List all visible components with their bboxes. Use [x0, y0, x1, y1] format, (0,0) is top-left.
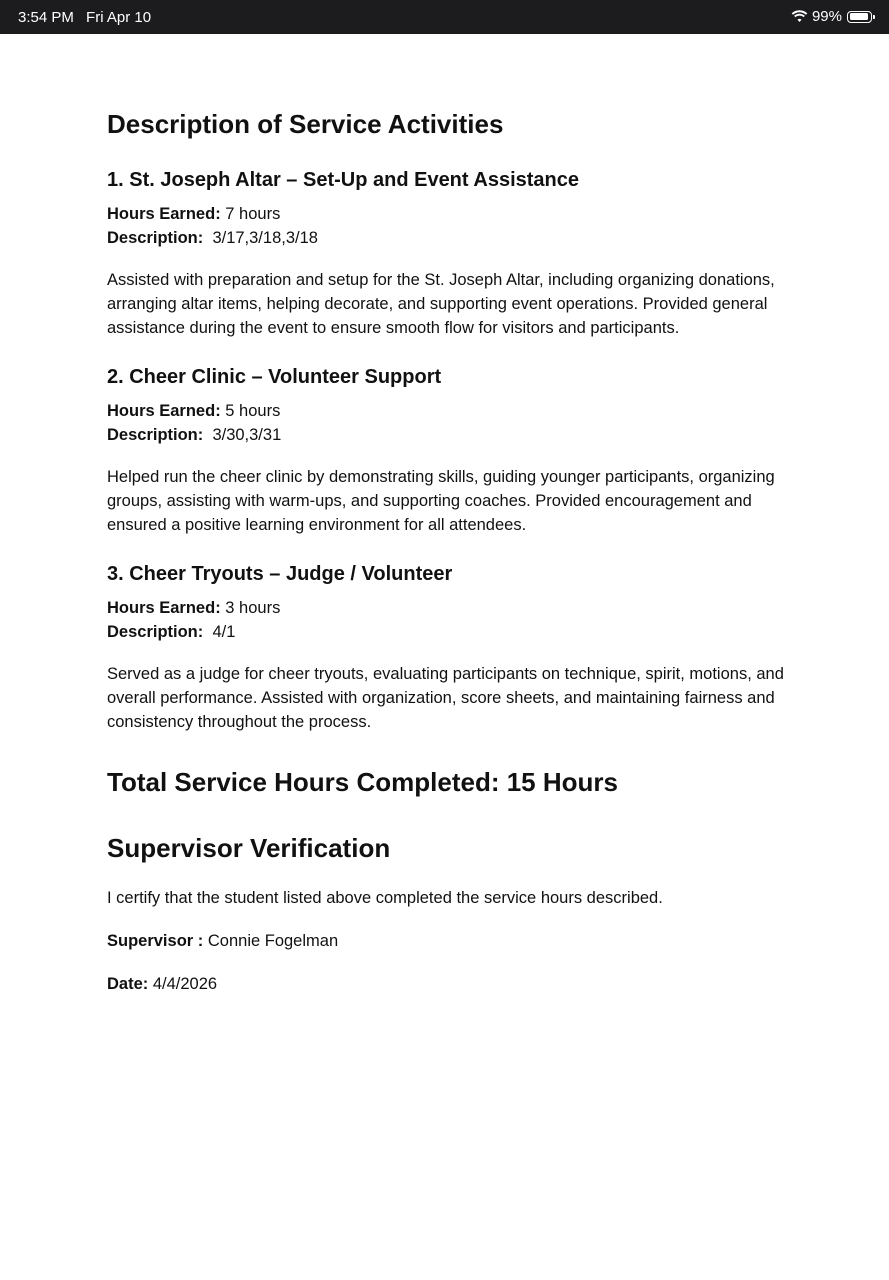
activity-dates [107, 423, 787, 447]
hours-value: 3 hours [225, 599, 281, 617]
activity-dates [107, 620, 787, 644]
status-date: Fri Apr 10 [86, 9, 152, 26]
wifi-icon [791, 10, 808, 23]
hours-value: 7 hours [225, 205, 281, 223]
description-label: Description: [107, 623, 204, 641]
total-hours-heading: Total Service Hours Completed: 15 Hours [107, 767, 618, 797]
supervisor-name: Connie Fogelman [207, 932, 339, 950]
battery-nub [873, 15, 875, 19]
supervisor-field [107, 929, 787, 953]
battery-icon [847, 11, 872, 23]
activity-heading: 2. Cheer Clinic – Volunteer Support [107, 366, 442, 388]
dates-value: 4/1 [212, 623, 236, 641]
dates-value: 3/17,3/18,3/18 [212, 229, 318, 247]
hours-label: Hours Earned: [107, 599, 221, 617]
activity-hours [107, 202, 787, 226]
supervisor-verification-heading: Supervisor Verification [107, 833, 391, 863]
hours-label: Hours Earned: [107, 205, 221, 223]
status-time: 3:54 PM [18, 9, 74, 26]
activity-hours [107, 399, 787, 423]
activity-list [107, 168, 787, 734]
activity-heading: 1. St. Joseph Altar – Set-Up and Event Assistance [107, 169, 579, 191]
activity-item [107, 168, 787, 340]
battery-level-fill [850, 13, 869, 20]
hours-value: 5 hours [225, 402, 281, 420]
activity-description: Served as a judge for cheer tryouts, evaluating participants on technique, spirit, motions, and overall performance. Assisted with organization, score sheets, and maintaining fairness and consistency throughout the process. [107, 665, 784, 731]
activity-dates [107, 226, 787, 250]
activity-item [107, 365, 787, 537]
activity-description: Assisted with preparation and setup for the St. Joseph Altar, including organizing donations, arranging altar items, helping decorate, and supporting event operations. Provided general assistance during the event to ensure smooth flow for visitors and participants. [107, 271, 775, 337]
battery-percent: 99% [811, 8, 842, 25]
status-left [18, 9, 151, 26]
document-body [107, 108, 787, 996]
description-label: Description: [107, 229, 204, 247]
status-right [791, 8, 872, 25]
status-bar [0, 0, 889, 34]
dates-value: 3/30,3/31 [212, 426, 282, 444]
date-field [107, 972, 787, 996]
hours-label: Hours Earned: [107, 402, 221, 420]
certification-statement: I certify that the student listed above completed the service hours described. [107, 889, 663, 907]
date-label: Date: [107, 975, 149, 993]
page-title: Description of Service Activities [107, 109, 504, 139]
activity-description: Helped run the cheer clinic by demonstrating skills, guiding younger participants, organizing groups, assisting with warm-ups, and supporting coaches. Provided encouragement and ensured a positive learning environment for all attendees. [107, 468, 775, 534]
description-label: Description: [107, 426, 204, 444]
supervisor-label: Supervisor : [107, 932, 204, 950]
activity-heading: 3. Cheer Tryouts – Judge / Volunteer [107, 563, 453, 585]
activity-item [107, 562, 787, 734]
activity-hours [107, 596, 787, 620]
date-value: 4/4/2026 [152, 975, 218, 993]
